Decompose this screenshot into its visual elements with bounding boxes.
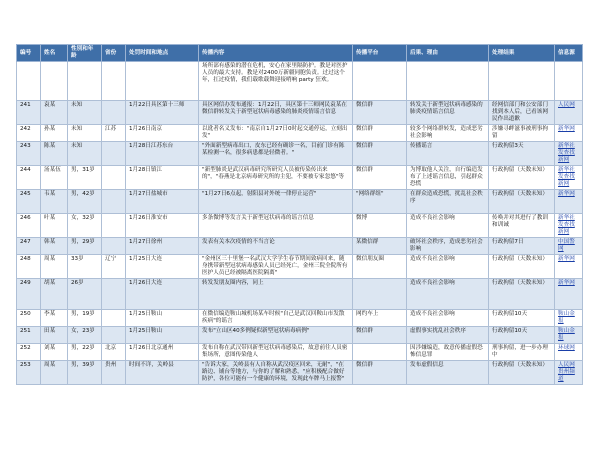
source-link[interactable]: 新华网 [558, 279, 575, 286]
header-result: 处理结果 [489, 45, 555, 62]
cell-name: 刘某 [41, 343, 68, 360]
header-gender-age: 性别和年龄 [68, 45, 102, 62]
cell-consequence: 发布虚假信息 [407, 360, 489, 384]
cell-id: 245 [17, 189, 41, 213]
cell-gender-age: 男，22岁 [68, 343, 102, 360]
cell-result [489, 62, 555, 101]
cell-time-place: 1月26日北京通州 [126, 343, 199, 360]
table-row [17, 360, 583, 384]
cell-platform: "网络群组" [353, 189, 407, 213]
header-name: 姓名 [41, 45, 68, 62]
cell-consequence: 在群众造成恐慌，扰乱社会秩序 [407, 189, 489, 213]
table-row [17, 165, 583, 189]
source-link[interactable]: 新华社发查找新网 [558, 142, 575, 163]
cell-gender-age: 男，19岁 [68, 309, 102, 326]
cell-platform: 某微信群 [353, 237, 407, 254]
cell-gender-age: 男，31岁 [68, 165, 102, 189]
source-link[interactable]: 人民网 [558, 102, 575, 108]
cell-time-place: 1月26日南京 [126, 125, 199, 142]
cell-province [102, 213, 126, 237]
cell-content: 以讹者名义发布："南京自1月27日0时起交通停运，立刻出发" [199, 125, 353, 142]
cell-id: 250 [17, 309, 41, 326]
cell-source [555, 125, 583, 142]
cell-source [555, 326, 583, 343]
cell-platform [353, 62, 407, 101]
cell-id: 249 [17, 278, 41, 309]
header-consequence: 后果、理由 [407, 45, 489, 62]
cell-gender-age: 女，32岁 [68, 213, 102, 237]
cell-gender-age: 男，39岁 [68, 360, 102, 384]
cell-result: 行政拘留7日 [489, 237, 555, 254]
cell-source [555, 278, 583, 309]
incident-table [16, 44, 583, 385]
cell-platform: 微信群 [353, 165, 407, 189]
cell-source [555, 254, 583, 278]
cell-platform: 微信群 [353, 326, 407, 343]
cell-platform: 微信群 [353, 141, 407, 165]
table-row [17, 213, 583, 237]
cell-consequence: 为博取他人关注，自行编造发布了上述谣言信息，引起群众恐慌 [407, 165, 489, 189]
cell-content: 发布自称在武汉带回新型冠状病毒感染后，故意前往人员密集场所，意图传染他人 [199, 343, 353, 360]
cell-province [102, 278, 126, 309]
cell-name: 李某 [41, 309, 68, 326]
table-row [17, 309, 583, 326]
source-link[interactable]: 环球网 [558, 344, 575, 351]
cell-result: 刑事拘留，进一步办理中 [489, 343, 555, 360]
cell-content: "新型肺炎是武汉病毒研究所研究人员被传染传出来的"，"春燕是北京病毒研究所的主犯，不要被专家忽悠"等 [199, 165, 353, 189]
cell-consequence: 造成不良社会影响 [407, 278, 489, 309]
cell-consequence: 造成不良社会影响 [407, 309, 489, 326]
source-link[interactable]: 人民网贵州频道 [558, 361, 575, 382]
source-link[interactable]: 新华网 [558, 190, 575, 197]
cell-platform: 微信朋友圈 [353, 254, 407, 278]
cell-name: 叶某 [41, 213, 68, 237]
source-link[interactable]: 鞍山金报 [558, 327, 575, 341]
cell-platform: 微信群 [353, 101, 407, 125]
cell-content: 发表有关本次疫情的不当言论 [199, 237, 353, 254]
table-row [17, 343, 583, 360]
cell-content: 多条微博等发言关于新型冠状病毒的谣言信息 [199, 213, 353, 237]
header-province: 省份 [102, 45, 126, 62]
source-link[interactable]: 新华网 [558, 126, 575, 132]
source-link[interactable]: 新华网 [558, 255, 575, 262]
cell-source [555, 360, 583, 384]
table-row [17, 237, 583, 254]
cell-platform: 微博 [353, 213, 407, 237]
cell-source [555, 189, 583, 213]
cell-province: 贵州 [102, 360, 126, 384]
cell-province [102, 141, 126, 165]
cell-result: 行政拘留（天数未知） [489, 360, 555, 384]
cell-source [555, 343, 583, 360]
table-row [17, 101, 583, 125]
cell-time-place [126, 62, 199, 101]
cell-platform: 微信群 [353, 360, 407, 384]
cell-time-place: 1月27日盐城市 [126, 189, 199, 213]
cell-name: 陈某 [41, 141, 68, 165]
cell-id: 251 [17, 326, 41, 343]
cell-time-place: 1月26日淮安市 [126, 213, 199, 237]
cell-content: "告诉大家，关岭县有人自称从武汉疫区回来，无耐"，"在路边、铺台等地方，与你的了解和熟悉，"应积极配合做好防护，各位可能有一个健康的环境，发现此车牌马上报警" [199, 360, 353, 384]
cell-consequence: 较多个网络群转发，造成恶劣社会影响 [407, 125, 489, 142]
cell-province [102, 189, 126, 213]
cell-result: 行政拘留（天数未知） [489, 165, 555, 189]
cell-name: 韩某 [41, 237, 68, 254]
cell-province [102, 309, 126, 326]
cell-platform: 网约车上 [353, 309, 407, 326]
cell-id: 244 [17, 165, 41, 189]
cell-time-place: 1月25日鞍山 [126, 309, 199, 326]
cell-result: 行政拘留（天数未知） [489, 278, 555, 309]
cell-content: 具区网信办发布通报：1月22日，具区第十三师网民袁某在微信群转发关于新型冠状病毒感染的肺炎疫情谣言信息 [199, 101, 353, 125]
cell-province [102, 326, 126, 343]
cell-platform [353, 278, 407, 309]
cell-source [555, 141, 583, 165]
cell-time-place: 1月25日大连 [126, 254, 199, 278]
cell-gender-age: 未知 [68, 141, 102, 165]
cell-consequence: 转发关于新型冠状病毒感染的肺炎疫情谣言信息 [407, 101, 489, 125]
table-row [17, 62, 583, 101]
cell-id: 248 [17, 254, 41, 278]
cell-result: 行政拘留（天数未知） [489, 189, 555, 213]
header-time-place: 处罚时间和地点 [126, 45, 199, 62]
header-id: 编号 [17, 45, 41, 62]
cell-gender-age: 未知 [68, 101, 102, 125]
table-row [17, 189, 583, 213]
cell-province [102, 62, 126, 101]
cell-consequence: 因涉嫌编造，故意传播虚假恐怖信息罪 [407, 343, 489, 360]
cell-time-place: 1月25日鞍山 [126, 326, 199, 343]
cell-province [102, 237, 126, 254]
cell-consequence: 虚假事实扰乱社会秩序 [407, 326, 489, 343]
cell-id: 253 [17, 360, 41, 384]
cell-name: 周某 [41, 360, 68, 384]
cell-platform: 微信群 [353, 125, 407, 142]
cell-time-place: 1月28日镇江 [126, 165, 199, 189]
table-row [17, 254, 583, 278]
cell-source [555, 101, 583, 125]
cell-result: 行政拘留10天 [489, 326, 555, 343]
cell-id: 246 [17, 213, 41, 237]
cell-id [17, 62, 41, 101]
cell-id: 241 [17, 101, 41, 125]
cell-name: 田某 [41, 326, 68, 343]
cell-gender-age: 女，23岁 [68, 326, 102, 343]
cell-province [102, 101, 126, 125]
cell-content: 转发发朋友圈内容，同上 [199, 278, 353, 309]
cell-gender-age: 未知 [68, 125, 102, 142]
cell-province: 江苏 [102, 125, 126, 142]
cell-platform [353, 343, 407, 360]
cell-name [41, 62, 68, 101]
cell-time-place: 1月26日大连 [126, 278, 199, 309]
cell-source [555, 213, 583, 237]
cell-content: "1月27日6点起，射阳县对外统一律停止运营" [199, 189, 353, 213]
cell-province: 北京 [102, 343, 126, 360]
cell-name: 周某 [41, 254, 68, 278]
cell-id: 242 [17, 125, 41, 142]
cell-consequence: 造成不良社会影响 [407, 254, 489, 278]
header-source: 信息源 [555, 45, 583, 62]
cell-name: 胡某 [41, 278, 68, 309]
cell-name: 袁某 [41, 101, 68, 125]
cell-consequence [407, 62, 489, 101]
table-row [17, 326, 583, 343]
table-row [17, 278, 583, 309]
cell-name: 孙某 [41, 125, 68, 142]
cell-province [102, 165, 126, 189]
cell-consequence: 破坏社会秩序，造成恶劣社会影响 [407, 237, 489, 254]
cell-content: 在微信编造鞍山城机场某车时候"自己是武汉回鞍山市发散疾病"的谣言 [199, 309, 353, 326]
cell-id: 252 [17, 343, 41, 360]
table-header-row [17, 45, 583, 62]
cell-time-place: 1月22日具区第十三师 [126, 101, 199, 125]
cell-time-place: 时间不详，关岭县 [126, 360, 199, 384]
cell-content: 发布"立山区40多例疑似新型冠状病毒病例" [199, 326, 353, 343]
cell-id: 247 [17, 237, 41, 254]
cell-content: "金州区三十里堡一名武汉大学学生春节期间致病回来，随身携带新型冠状病毒感染人员已经死亡，金州三院全院所有医护人员已经被隔离医院隔离" [199, 254, 353, 278]
cell-source [555, 165, 583, 189]
cell-result: 行政拘留（天数未知） [489, 254, 555, 278]
cell-province: 辽宁 [102, 254, 126, 278]
source-link[interactable]: 新华社发查找新网 [558, 166, 575, 187]
source-link[interactable]: 鞍山金报 [558, 310, 575, 324]
cell-source [555, 309, 583, 326]
cell-gender-age: 33岁 [68, 254, 102, 278]
cell-time-place: 1月28日江苏东台 [126, 141, 199, 165]
cell-consequence: 传播谣言 [407, 141, 489, 165]
cell-gender-age: 26岁 [68, 278, 102, 309]
cell-result: 行政拘留3天 [489, 141, 555, 165]
cell-gender-age: 男，29岁 [68, 237, 102, 254]
header-platform: 传播平台 [353, 45, 407, 62]
cell-result: 经网信部门和公安部门找到本人后，已看该网民作出道歉 [489, 101, 555, 125]
cell-time-place: 1月27日徐州 [126, 237, 199, 254]
cell-gender-age: 男，42岁 [68, 189, 102, 213]
header-content: 传播内容 [199, 45, 353, 62]
cell-result: 行政拘留10天 [489, 309, 555, 326]
source-link[interactable]: 中国警网 [558, 238, 575, 252]
cell-content: "外面新型病毒出口，皮东已经有确诊一名，目前门诊有陈某检测一名，很多病患都是轻微者。" [199, 141, 353, 165]
cell-source [555, 62, 583, 101]
cell-content: 场所部有感染的潜在危机，安心在家里隔防护。教是对医护人员的最大支持。教是对2400万新疆同胞负责。过过这个年，扛过疫情，我们载歌载舞迎接哨响 party 狂欢。 [199, 62, 353, 101]
cell-gender-age [68, 62, 102, 101]
cell-name: 韦某 [41, 189, 68, 213]
cell-consequence: 造成不良社会影响 [407, 213, 489, 237]
table-row [17, 125, 583, 142]
cell-name: 汤某伍 [41, 165, 68, 189]
cell-source [555, 237, 583, 254]
source-link[interactable]: 新华社发查找新网 [558, 214, 575, 235]
cell-id: 243 [17, 141, 41, 165]
cell-result: 涉嫌寻衅滋事被刑事拘留 [489, 125, 555, 142]
table-row [17, 141, 583, 165]
cell-result: 传唤并对其进行了教训和训诫 [489, 213, 555, 237]
